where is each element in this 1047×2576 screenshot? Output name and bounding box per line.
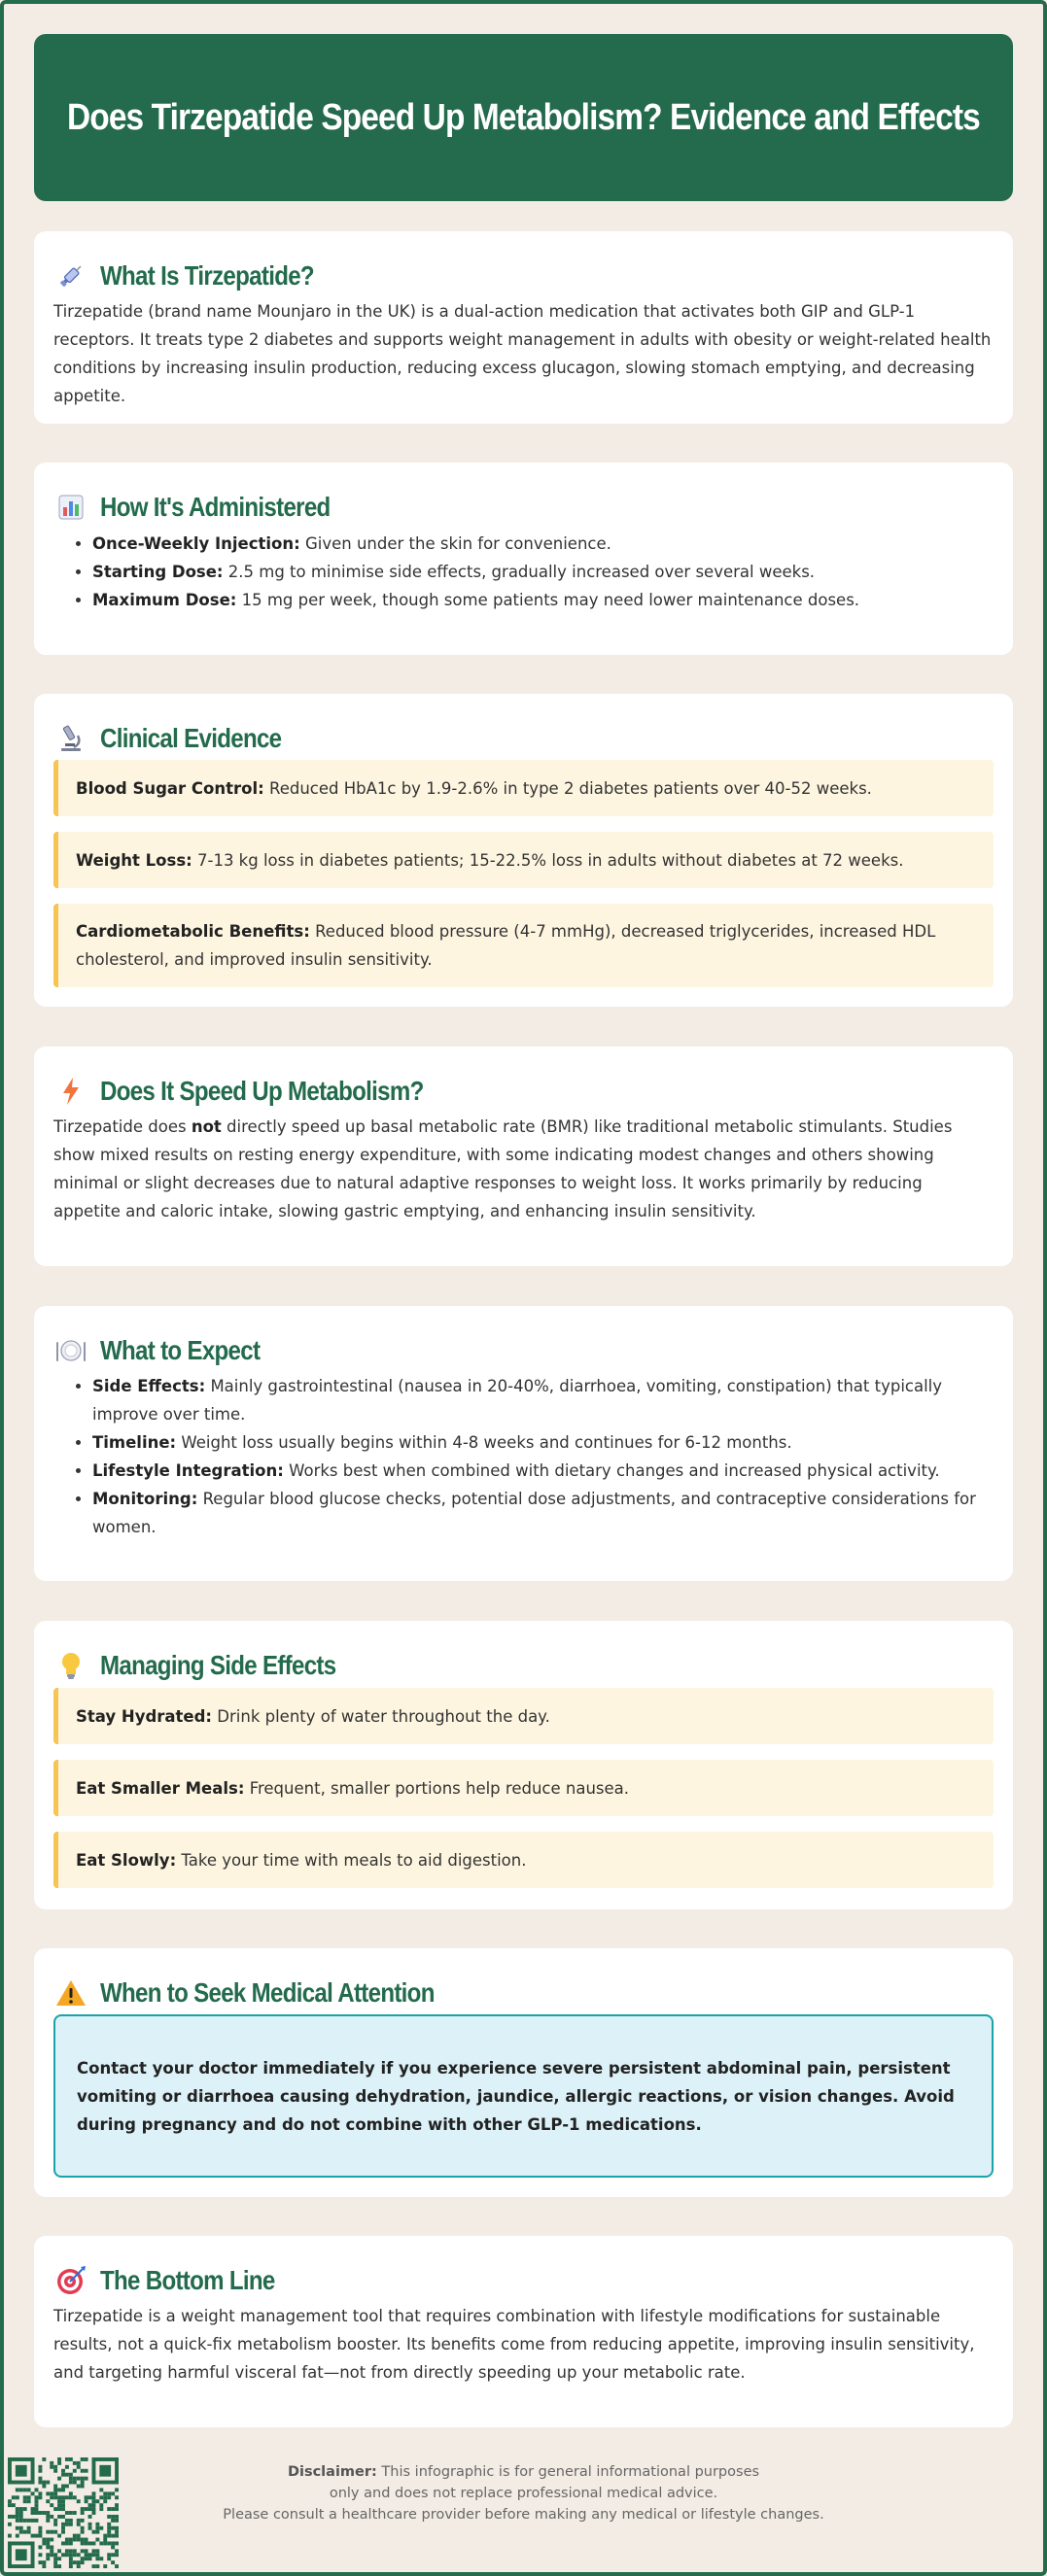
plate-icon: [53, 1333, 88, 1368]
bottom-line-body: Tirzepatide is a weight management tool that requires combination with lifestyle modifications for sustainable results, not a quick-fix metabolism booster. Its benefits come from reducing appetite, improving insulin sensitivity, and targeting harmful visceral fat—not from directly speeding up your metabolic rate.: [53, 2307, 975, 2382]
list-item: • Side Effects: Mainly gastrointestinal (nausea in 20-40%, diarrhoea, vomiting, constipation) that typically improve over time.: [92, 1372, 994, 1428]
microscope-icon: [53, 721, 88, 756]
evidence-weight-loss: Weight Loss: 7-13 kg loss in diabetes patients; 15-22.5% loss in adults without diabetes at 72 weeks.: [53, 832, 994, 888]
medical-alert-box: Contact your doctor immediately if you experience severe persistent abdominal pain, persistent vomiting or diarrhoea causing dehydration, jaundice, allergic reactions, or vision changes. Avoid during pregnancy and do not combine with other GLP-1 medications.: [53, 2014, 994, 2178]
card-what-is: [34, 231, 1013, 424]
administered-list: [53, 530, 994, 614]
bar-chart-icon: [53, 490, 88, 525]
card-title-metabolism: Does It Speed Up Metabolism?: [100, 1076, 424, 1106]
list-item: • Monitoring: Regular blood glucose checks, potential dose adjustments, and contraceptive considerations for women.: [92, 1485, 994, 1541]
card-title-what-to-expect: What to Expect: [100, 1335, 261, 1365]
card-title-managing-side-effects: Managing Side Effects: [100, 1650, 336, 1680]
tip-eat-slowly: Eat Slowly: Take your time with meals to aid digestion.: [53, 1832, 994, 1888]
card-seek-medical-attention: [34, 1948, 1013, 2197]
card-title-clinical-evidence: Clinical Evidence: [100, 723, 282, 753]
card-title-bottom-line: The Bottom Line: [100, 2265, 275, 2295]
card-title-seek-medical-attention: When to Seek Medical Attention: [100, 1977, 435, 2008]
target-icon: [53, 2263, 88, 2298]
card-metabolism: [34, 1047, 1013, 1266]
disclaimer-line-2: only and does not replace professional medical advice.: [329, 2486, 718, 2501]
card-title-what-is: What Is Tirzepatide?: [100, 260, 314, 291]
list-item: • Lifestyle Integration: Works best when combined with dietary changes and increased physical activity.: [92, 1457, 994, 1485]
list-item: • Maximum Dose: 15 mg per week, though some patients may need lower maintenance doses.: [92, 586, 994, 614]
disclaimer-line-3: Please consult a healthcare provider before making any medical or lifestyle changes.: [223, 2507, 824, 2523]
list-item: • Once-Weekly Injection: Given under the skin for convenience.: [92, 530, 994, 558]
page-title: Does Tirzepatide Speed Up Metabolism? Evidence and Effects: [67, 96, 980, 138]
lightning-icon: [53, 1074, 88, 1109]
list-item: • Starting Dose: 2.5 mg to minimise side effects, gradually increased over several weeks.: [92, 558, 994, 586]
card-bottom-line: [34, 2236, 1013, 2427]
tip-eat-smaller-meals: Eat Smaller Meals: Frequent, smaller portions help reduce nausea.: [53, 1760, 994, 1816]
disclaimer-line-1: This infographic is for general informational purposes: [376, 2464, 760, 2480]
lightbulb-icon: [53, 1648, 88, 1683]
evidence-blood-sugar: Blood Sugar Control: Reduced HbA1c by 1.9-2.6% in type 2 diabetes patients over 40-52 weeks.: [53, 760, 994, 816]
metabolism-body: Tirzepatide does not directly speed up basal metabolic rate (BMR) like traditional metabolic stimulants. Studies show mixed results on resting energy expenditure, with some indicating modest changes and others showing minimal or slight decreases due to natural adaptive responses to weight loss. It works primarily by reducing appetite and caloric intake, slowing gastric emptying, and enhancing insulin sensitivity.: [53, 1117, 953, 1220]
syringe-icon: [53, 258, 88, 293]
card-administered: [34, 463, 1013, 655]
disclaimer: [0, 2461, 1047, 2525]
card-title-administered: How It's Administered: [100, 492, 331, 522]
card-what-to-expect: [34, 1306, 1013, 1581]
what-is-body: Tirzepatide (brand name Mounjaro in the UK) is a dual-action medication that activates both GIP and GLP-1 receptors. It treats type 2 diabetes and supports weight management in adults with obesity or weight-related health conditions by increasing insulin production, reducing excess glucagon, slowing stomach emptying, and decreasing appetite.: [53, 302, 992, 405]
page-header: [34, 34, 1013, 201]
expect-list: [53, 1372, 994, 1541]
list-item: • Timeline: Weight loss usually begins within 4-8 weeks and continues for 6-12 months.: [92, 1428, 994, 1457]
disclaimer-label: Disclaimer:: [287, 2464, 377, 2480]
warning-icon: [53, 1975, 88, 2010]
evidence-cardiometabolic: Cardiometabolic Benefits: Reduced blood pressure (4-7 mmHg), decreased triglycerides, increased HDL cholesterol, and improved insulin sensitivity.: [53, 904, 994, 987]
card-managing-side-effects: [34, 1621, 1013, 1909]
tip-stay-hydrated: Stay Hydrated: Drink plenty of water throughout the day.: [53, 1688, 994, 1744]
card-clinical-evidence: [34, 694, 1013, 1007]
